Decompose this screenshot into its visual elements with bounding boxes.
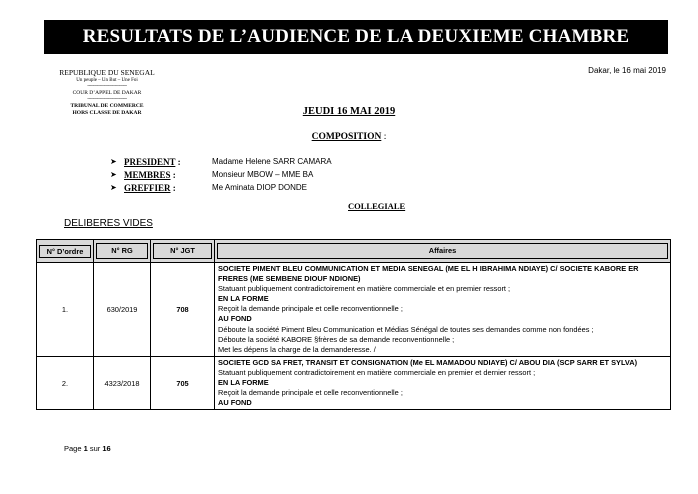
member-role-sep: : [170, 182, 176, 193]
arrow-bullet-icon: ➤ [110, 157, 117, 166]
rg-number-cell: 4323/2018 [94, 356, 151, 409]
hearing-date: JEUDI 16 MAI 2019 [302, 106, 396, 117]
composition-members [110, 155, 332, 194]
ruling-line: Reçoit la demande principale et celle reconventionnelle ; [218, 304, 403, 314]
header-order-number [37, 240, 94, 263]
ruling-line: Déboute la société KABORE §frères de sa demande reconventionnelle ; [218, 334, 455, 344]
ruling-line: Statuant publiquement contradictoirement en matière commerciale et en premier ressort ; [218, 284, 511, 294]
ruling-line: Déboute la société Piment Bleu Communication et Médias Sénégal de toutes ses demandes comme non fondées ; [218, 324, 594, 334]
member-name: Madame Helene SARR CAMARA [212, 157, 332, 166]
member-name: Me Aminata DIOP DONDE [212, 183, 307, 192]
header-rg-number [94, 240, 151, 263]
arrow-bullet-icon: ➤ [110, 183, 117, 192]
case-details-cell [215, 356, 671, 409]
ruling-line: AU FOND [218, 398, 252, 408]
jgt-number-cell: 705 [151, 356, 215, 409]
header-order-number-label: N° D’ordre [39, 245, 91, 258]
jgt-number-cell: 708 [151, 263, 215, 357]
member-role [124, 183, 212, 193]
collegiale-label: COLLEGIALE [348, 201, 406, 211]
member-role-label: PRESIDENT [124, 156, 176, 167]
ruling-line: Reçoit la demande principale et celle reconventionnelle ; [218, 388, 403, 398]
arrow-bullet-icon: ➤ [110, 170, 117, 179]
member-role [124, 170, 212, 180]
composition-colon: : [381, 132, 387, 142]
header-affaires-label: Affaires [217, 243, 668, 259]
title-banner [44, 20, 668, 54]
member-role [124, 157, 212, 167]
ruling-line: EN LA FORME [218, 294, 269, 304]
header-jgt-number [151, 240, 215, 263]
table-header-row [37, 240, 671, 263]
tribunal-name-line-1: TRIBUNAL DE COMMERCE [70, 103, 144, 109]
order-number-cell: 2. [37, 356, 94, 409]
ruling-line: Statuant publiquement contradictoirement en matière commerciale en premier et dernier ressort ; [218, 367, 536, 377]
case-parties: SOCIETE GCD SA FRET, TRANSIT ET CONSIGNATION (Me EL MAMADOU NDIAYE) C/ ABOU DIA (SCP SARR ET SYLVA) [218, 357, 638, 367]
separator-line: ----------------------------- [87, 97, 127, 102]
page-counter [64, 444, 111, 453]
header-rg-number-label: N° RG [96, 243, 148, 259]
cases-table [36, 239, 671, 410]
document-date: Dakar, le 16 mai 2019 [588, 66, 666, 75]
member-role-label: GREFFIER [124, 182, 171, 193]
member-role-sep: : [175, 156, 181, 167]
member-role-label: MEMBRES [124, 169, 171, 180]
current-page: 1 [83, 444, 88, 453]
court-name: COUR D’APPEL DE DAKAR [72, 90, 142, 96]
composition-heading [0, 126, 698, 144]
case-parties: SOCIETE PIMENT BLEU COMMUNICATION ET MEDIA SENEGAL (ME EL H IBRAHIMA NDIAYE) C/ SOCIETE KABORE ER FRERES (ME SEMBENE DIOUF NDIONE) [218, 264, 639, 284]
total-pages: 16 [102, 444, 111, 453]
ruling-line: EN LA FORME [218, 378, 269, 388]
member-row [110, 168, 332, 181]
header-jgt-number-label: N° JGT [153, 243, 212, 259]
case-details-cell [215, 263, 671, 357]
rg-number-cell: 630/2019 [94, 263, 151, 357]
member-name: Monsieur MBOW – MME BA [212, 170, 314, 179]
composition-title: COMPOSITION [311, 132, 382, 142]
separator-line: ----------------------------- [87, 84, 127, 89]
page-title: RESULTATS DE L’AUDIENCE DE LA DEUXIEME CHAMBRE [82, 26, 630, 47]
table-row [37, 356, 671, 409]
page-prefix: Page [64, 444, 84, 453]
order-number-cell: 1. [37, 263, 94, 357]
member-row [110, 181, 332, 194]
ruling-line: AU FOND [218, 314, 252, 324]
page-middle: sur [87, 444, 103, 453]
ruling-line: Met les dépens la charge de la demanderesse. / [218, 344, 376, 354]
table-row [37, 263, 671, 357]
tribunal-name-line-2: HORS CLASSE DE DAKAR [72, 109, 142, 116]
header-affaires [215, 240, 671, 263]
national-motto: Un peuple – Un But – Une Foi [76, 78, 138, 83]
member-row [110, 155, 332, 168]
section-title: DELIBERES VIDES [64, 218, 153, 229]
republic-name: REPUBLIQUE DU SENEGAL [59, 68, 155, 77]
member-role-sep: : [170, 169, 176, 180]
